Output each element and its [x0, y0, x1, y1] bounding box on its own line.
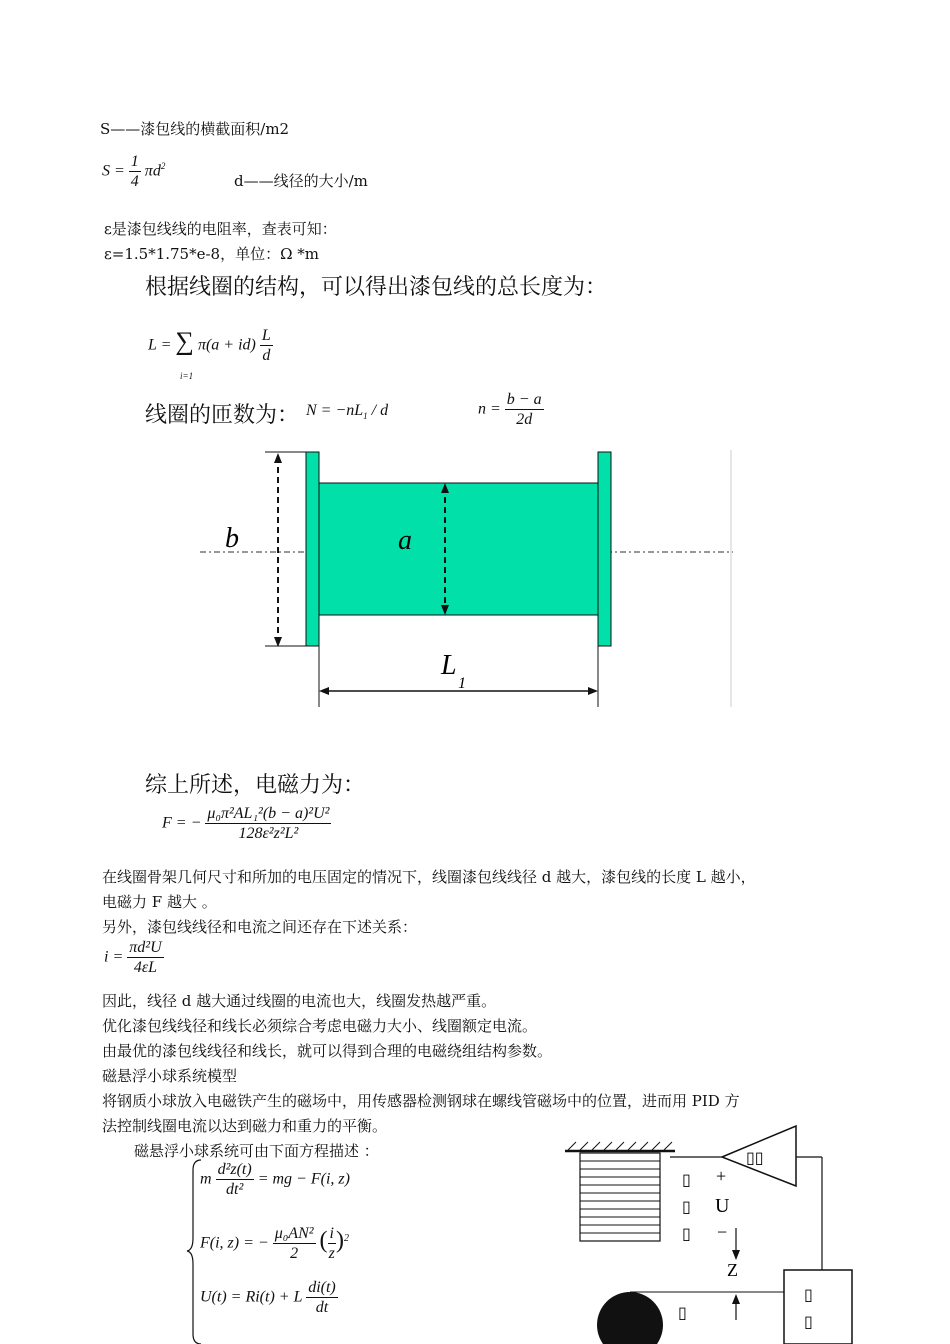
s-definition: S——漆包线的横截面积/m2: [100, 120, 290, 138]
coil-body: [319, 483, 598, 615]
paragraph-3: 因此，线径 d 越大通过线圈的电流也大，线圈发热越严重。: [102, 992, 497, 1010]
sensor-label-2: ▯: [804, 1314, 813, 1331]
amplifier-label: ▯▯: [746, 1150, 764, 1167]
formula-i: i = $\frac{\text{πd²U}}{4\varepsilon L}$: [104, 939, 162, 977]
b-arrow-top: [274, 453, 282, 463]
z-axis-label: Z: [727, 1260, 738, 1280]
sensor-box: [784, 1270, 852, 1344]
coil-label-3: ▯: [682, 1226, 691, 1243]
coil-diagram: [195, 445, 740, 710]
force-heading: 综上所述，电磁力为：: [145, 773, 366, 798]
plus-sign: +: [716, 1166, 727, 1186]
label-a: a: [398, 525, 412, 556]
ball-label: ▯: [678, 1305, 687, 1322]
voltage-label: U: [715, 1195, 730, 1217]
equation-3: U(t) = Ri(t) + L $\frac{di(t)}{dt}$: [200, 1279, 336, 1317]
sensor-label-1: ▯: [804, 1287, 813, 1304]
right-flange: [598, 452, 611, 646]
paragraph-4: 优化漆包线线径和线长必须综合考虑电磁力大小、线圈额定电流。: [102, 1017, 538, 1035]
left-flange: [306, 452, 319, 646]
paragraph-8: 磁悬浮小球系统可由下面方程描述 ：: [134, 1142, 379, 1160]
formula-n-turns: $N = -nL_1 / d$: [306, 402, 389, 422]
eps-definition: ε是漆包线线的电阻率，查表可知：: [104, 220, 337, 238]
paragraph-6: 磁悬浮小球系统模型: [102, 1067, 238, 1085]
maglev-schematic: [560, 1120, 860, 1344]
label-b: b: [225, 523, 239, 554]
formula-s: S = $\frac{1}{4}$ $\pi d^2$: [102, 153, 166, 191]
formula-l-index: i=1: [180, 371, 194, 381]
paragraph-5: 由最优的漆包线线径和线长，就可以得到合理的电磁绕组结构参数。: [102, 1042, 553, 1060]
formula-f: F = − $\frac{\text{μ₀π²AL₁²(b − a)²U²}}{\text{128ε²z²L²}}$: [162, 805, 330, 843]
length-heading: 根据线圈的结构，可以得出漆包线的总长度为：: [145, 275, 608, 300]
formula-l: L = ∑ π(a + id) $\frac{L}{d}$: [148, 326, 271, 365]
label-l: L: [441, 650, 457, 681]
eps-value: ε=1.5*1.75*e-8，单位：Ω *m: [104, 245, 320, 263]
equation-1: m $\frac{\text{d²z(t)}}{\text{dt²}}$ = mg − F(i, z): [200, 1161, 350, 1199]
minus-sign: −: [717, 1222, 728, 1242]
electromagnet-coil: [580, 1153, 660, 1241]
equation-2: F(i, z) = − $\frac{\text{μ₀AN²}}{2}$ ( $\frac{i}{z}$ )$^2$: [200, 1225, 349, 1263]
formula-n-layers: n = $\frac{b - a}{2d}$: [478, 391, 542, 429]
paragraph-1: 在线圈骨架几何尺寸和所加的电压固定的情况下，线圈漆包线线径 d 越大，漆包线的长度 L 越小，: [102, 868, 756, 886]
d-definition: d——线径的大小/m: [234, 172, 368, 190]
paragraph-7b: 法控制线圈电流以达到磁力和重力的平衡。: [102, 1117, 388, 1135]
paragraph-1b: 电磁力 F 越大 。: [102, 893, 217, 911]
coil-label-2: ▯: [682, 1199, 691, 1216]
turns-label: 线圈的匝数为：: [145, 403, 300, 428]
steel-ball: [597, 1292, 663, 1344]
coil-label-1: ▯: [682, 1172, 691, 1189]
paragraph-7: 将钢质小球放入电磁铁产生的磁场中，用传感器检测钢球在螺线管磁场中的位置，进而用 PID 方: [102, 1092, 740, 1110]
paragraph-2: 另外，漆包线线径和电流之间还存在下述关系：: [102, 918, 418, 936]
label-l-sub: 1: [458, 675, 466, 692]
